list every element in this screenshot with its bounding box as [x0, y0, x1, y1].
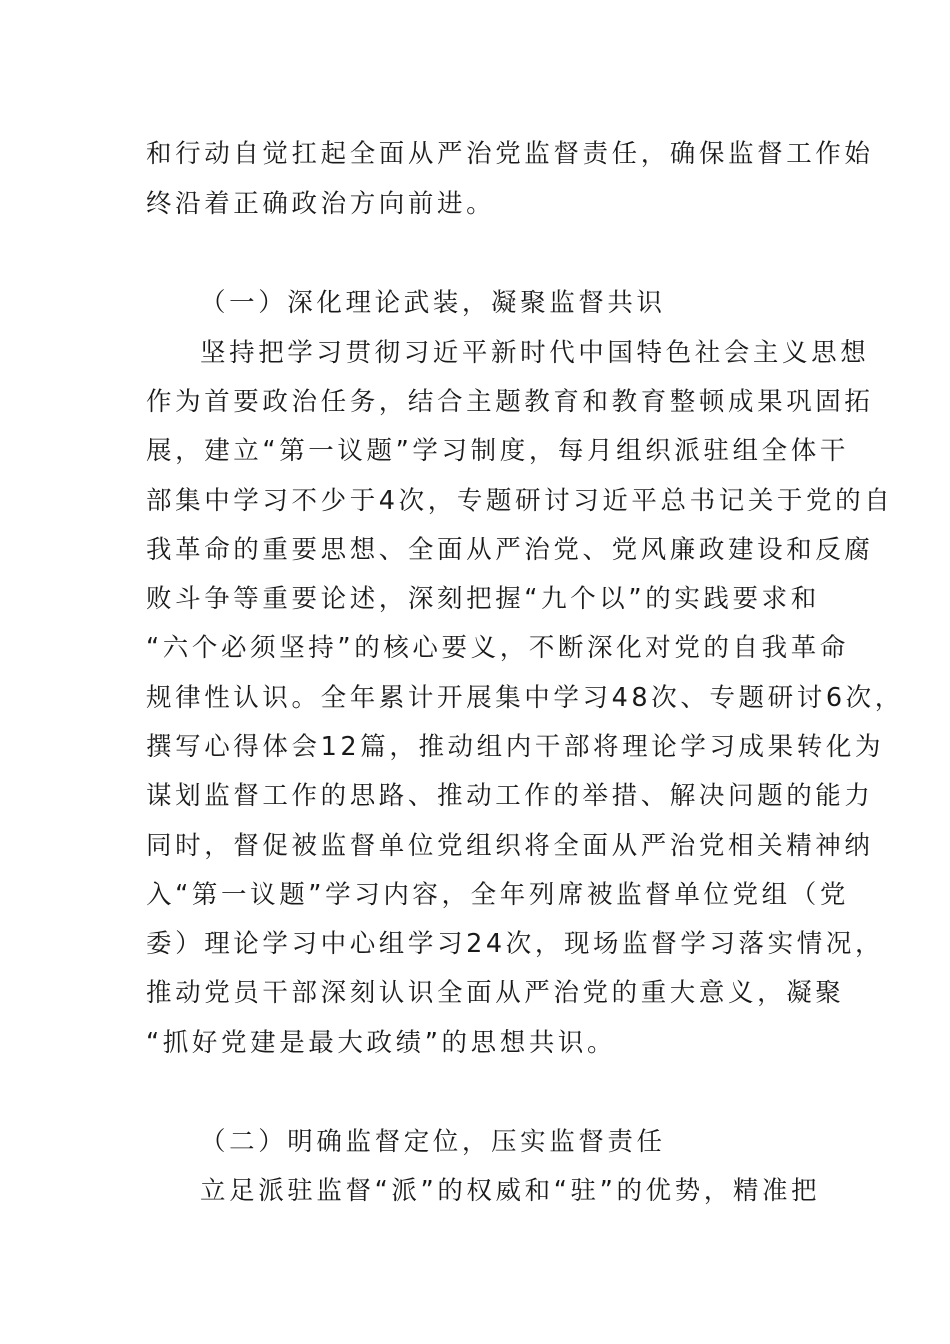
section-2-heading: （二）明确监督定位，压实监督责任 — [200, 1127, 666, 1157]
paragraph-line: 谋划监督工作的思路、推动工作的举措、解决问题的能力 — [146, 781, 874, 811]
section-1-heading: （一）深化理论武装，凝聚监督共识 — [200, 288, 666, 318]
paragraph-line: “抓好党建是最大政绩”的思想共识。 — [146, 1028, 617, 1058]
paragraph-line: 撰写心得体会12篇，推动组内干部将理论学习成果转化为 — [146, 732, 885, 762]
paragraph-line: 展，建立“第一议题”学习制度，每月组织派驻组全体干 — [146, 436, 849, 466]
paragraph-line: 坚持把学习贯彻习近平新时代中国特色社会主义思想 — [200, 338, 870, 368]
paragraph-line: 我革命的重要思想、全面从严治党、党风廉政建设和反腐 — [146, 535, 874, 565]
paragraph-line: 委）理论学习中心组学习24次，现场监督学习落实情况， — [146, 929, 885, 959]
paragraph-line: 部集中学习不少于4次，专题研讨习近平总书记关于党的自 — [146, 486, 894, 516]
paragraph-line: “六个必须坚持”的核心要义，不断深化对党的自我革命 — [146, 633, 849, 663]
paragraph-line: 败斗争等重要论述，深刻把握“九个以”的实践要求和 — [146, 584, 820, 614]
paragraph-line: 立足派驻监督“派”的权威和“驻”的优势，精准把 — [200, 1176, 821, 1206]
paragraph-line: 作为首要政治任务，结合主题教育和教育整顿成果巩固拓 — [146, 387, 874, 417]
paragraph-line: 入“第一议题”学习内容，全年列席被监督单位党组（党 — [146, 880, 849, 910]
paragraph-line: 同时，督促被监督单位党组织将全面从严治党相关精神纳 — [146, 831, 874, 861]
paragraph-line: 推动党员干部深刻认识全面从严治党的重大意义，凝聚 — [146, 978, 845, 1008]
paragraph-line: 规律性认识。全年累计开展集中学习48次、专题研讨6次， — [146, 683, 904, 713]
intro-line: 终沿着正确政治方向前进。 — [146, 189, 496, 219]
intro-line: 和行动自觉扛起全面从严治党监督责任，确保监督工作始 — [146, 139, 874, 169]
